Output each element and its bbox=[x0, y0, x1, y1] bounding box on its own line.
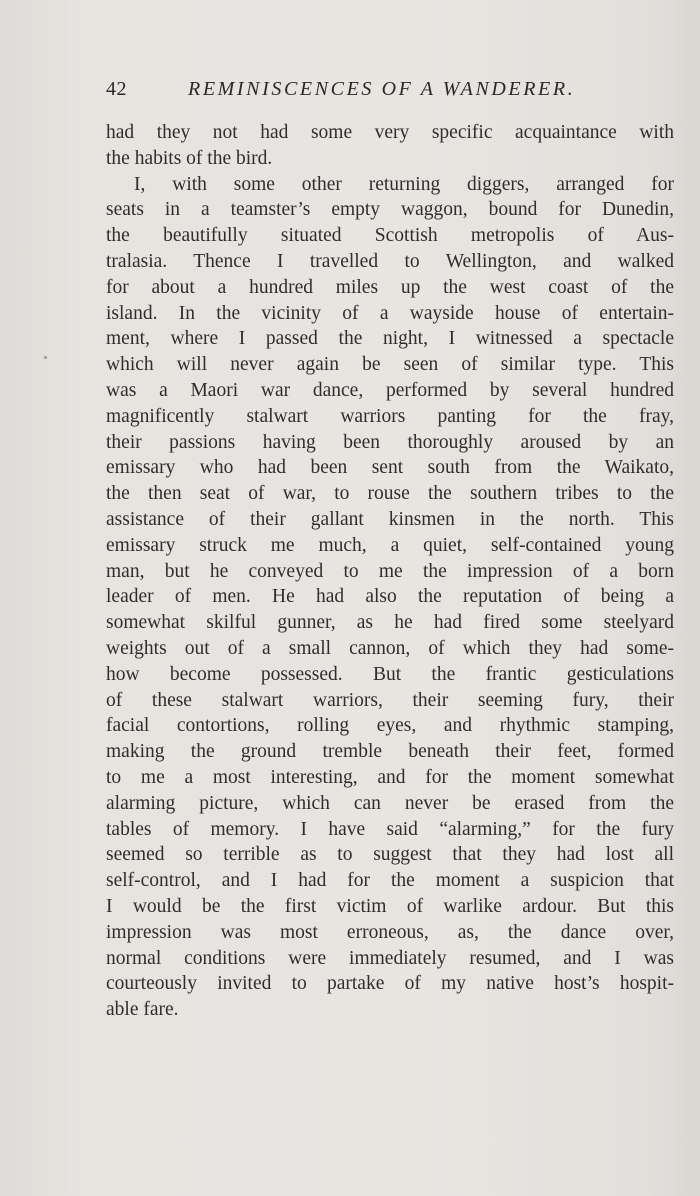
text-line: island. In the vicinity of a wayside house of entertain- bbox=[106, 302, 674, 324]
text-line: impression was most erroneous, as, the dance over, bbox=[106, 921, 674, 943]
text-line: the habits of the bird. bbox=[106, 147, 273, 169]
page-header bbox=[106, 78, 596, 102]
text-line: which will never again be seen of similar type. This bbox=[106, 354, 674, 376]
text-line: the then seat of war, to rouse the southern tribes to the bbox=[106, 483, 674, 505]
text-line: ment, where I passed the night, I witnessed a spectacle bbox=[106, 328, 674, 350]
body-text bbox=[106, 120, 674, 1023]
text-line: how become possessed. But the frantic gesticulations bbox=[106, 663, 674, 685]
text-line: courteously invited to partake of my native host’s hospit- bbox=[106, 973, 674, 995]
text-line: alarming picture, which can never be erased from the bbox=[106, 792, 674, 814]
text-line: seemed so terrible as to suggest that they had lost all bbox=[106, 844, 674, 866]
text-line: able fare. bbox=[106, 999, 179, 1021]
page-number: 42 bbox=[106, 78, 127, 100]
text-line: emissary struck me much, a quiet, self-contained young bbox=[106, 534, 674, 556]
text-line: the beautifully situated Scottish metropolis of Aus- bbox=[106, 225, 674, 247]
text-line: man, but he conveyed to me the impression of a born bbox=[106, 560, 674, 582]
text-line: I would be the first victim of warlike ardour. But this bbox=[106, 895, 674, 917]
text-line: their passions having been thoroughly aroused by an bbox=[106, 431, 674, 453]
text-line: had they not had some very specific acquaintance with bbox=[106, 122, 674, 143]
text-line: tralasia. Thence I travelled to Wellington, and walked bbox=[106, 250, 674, 272]
text-line: self-control, and I had for the moment a suspicion that bbox=[106, 870, 674, 892]
text-line: leader of men. He had also the reputation of being a bbox=[106, 586, 674, 608]
text-line: seats in a teamster’s empty waggon, bound for Dunedin, bbox=[106, 199, 674, 221]
text-line: tables of memory. I have said “alarming,” for the fury bbox=[106, 818, 674, 840]
text-line: for about a hundred miles up the west coast of the bbox=[106, 276, 674, 298]
text-line: assistance of their gallant kinsmen in the north. This bbox=[106, 508, 674, 530]
text-line: making the ground tremble beneath their feet, formed bbox=[106, 741, 674, 763]
text-line: was a Maori war dance, performed by several hundred bbox=[106, 379, 674, 401]
text-line: facial contortions, rolling eyes, and rhythmic stamping, bbox=[106, 715, 674, 737]
running-title: REMINISCENCES OF A WANDERER. bbox=[188, 78, 576, 100]
text-line: emissary who had been sent south from the Waikato, bbox=[106, 457, 674, 479]
text-line: magnificently stalwart warriors panting for the fray, bbox=[106, 405, 674, 427]
text-line: weights out of a small cannon, of which they had some- bbox=[106, 637, 674, 659]
text-line: normal conditions were immediately resumed, and I was bbox=[106, 947, 674, 969]
paper-speck bbox=[44, 356, 47, 359]
text-line: of these stalwart warriors, their seeming fury, their bbox=[106, 689, 674, 711]
text-line: somewhat skilful gunner, as he had fired some steelyard bbox=[106, 612, 674, 634]
text-line: to me a most interesting, and for the moment somewhat bbox=[106, 766, 674, 788]
text-line: I, with some other returning diggers, arranged for bbox=[134, 173, 674, 195]
